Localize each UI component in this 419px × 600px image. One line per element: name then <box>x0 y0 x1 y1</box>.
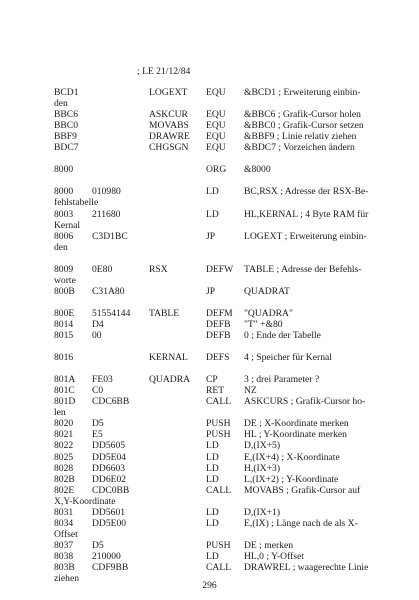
operand-comment: &BDC7 ; Vorzeichen ändern <box>244 142 355 153</box>
machine-code: CDC6BB <box>92 396 130 407</box>
listing-header: ; LE 21/12/84 <box>137 66 191 77</box>
mnemonic: LD <box>206 186 219 197</box>
listing-line <box>0 352 419 364</box>
machine-code: CDC0BB <box>92 485 130 496</box>
continuation-text: Offset <box>54 529 78 540</box>
continuation-text: Kernal <box>54 220 81 231</box>
mnemonic: LD <box>206 551 219 562</box>
label: DRAWRE <box>149 131 190 142</box>
machine-code: 010980 <box>92 186 121 197</box>
operand-comment: &8000 <box>244 164 271 175</box>
mnemonic: LD <box>206 474 219 485</box>
operand-comment: HL,0 ; Y-Offset <box>244 551 304 562</box>
machine-code: C0 <box>92 385 104 396</box>
address: 8006 <box>54 231 74 242</box>
address: BBC0 <box>54 120 78 131</box>
label: TABLE <box>149 308 180 319</box>
address: 800B <box>54 286 75 297</box>
address: 8034 <box>54 518 74 529</box>
operand-comment: D,(IX+5) <box>244 440 281 451</box>
label: LOGEXT <box>149 87 188 98</box>
mnemonic: LD <box>206 518 219 529</box>
label: RSX <box>149 264 168 275</box>
machine-code: DD5601 <box>92 507 126 518</box>
address: BDC7 <box>54 142 79 153</box>
operand-comment: ASKCURS ; Grafik-Cursor ho- <box>244 396 366 407</box>
operand-comment: DRAWREL ; waagerechte Linie <box>244 562 369 573</box>
machine-code: DD6603 <box>92 463 126 474</box>
mnemonic: LD <box>206 507 219 518</box>
address: 8015 <box>54 330 74 341</box>
operand-comment: NZ <box>244 385 257 396</box>
operand-comment: &BBF9 ; Linie relativ ziehen <box>244 131 357 142</box>
mnemonic: EQU <box>206 87 226 98</box>
mnemonic: PUSH <box>206 429 231 440</box>
machine-code: D4 <box>92 319 104 330</box>
operand-comment: 4 ; Speicher für Kernal <box>244 352 332 363</box>
machine-code: 00 <box>92 330 102 341</box>
machine-code: C31A80 <box>92 286 125 297</box>
machine-code: DD6E02 <box>92 474 127 485</box>
address: 8025 <box>54 452 74 463</box>
mnemonic: DEFW <box>206 264 234 275</box>
operand-comment: L,(IX+2) ; Y-Koordinate <box>244 474 339 485</box>
mnemonic: DEFM <box>206 308 233 319</box>
mnemonic: LD <box>206 452 219 463</box>
operand-comment: MOVABS ; Grafik-Cursor auf <box>244 485 361 496</box>
mnemonic: EQU <box>206 142 226 153</box>
machine-code: D5 <box>92 540 104 551</box>
machine-code: 210000 <box>92 551 121 562</box>
listing-line <box>0 440 419 452</box>
address: BBF9 <box>54 131 77 142</box>
machine-code: C3D1BC <box>92 231 128 242</box>
listing-line <box>0 330 419 342</box>
mnemonic: PUSH <box>206 540 231 551</box>
mnemonic: LD <box>206 440 219 451</box>
mnemonic: CALL <box>206 562 232 573</box>
machine-code: FE03 <box>92 374 113 385</box>
operand-comment: &BBC0 ; Grafik-Cursor setzen <box>244 120 364 131</box>
mnemonic: LD <box>206 463 219 474</box>
operand-comment: 0 ; Ende der Tabelle <box>244 330 321 341</box>
continuation-text: X,Y-Koordinate <box>54 496 116 507</box>
mnemonic: ORG <box>206 164 227 175</box>
address: 8028 <box>54 463 74 474</box>
mnemonic: RET <box>206 385 225 396</box>
address: 8016 <box>54 352 74 363</box>
continuation-text: den <box>54 242 68 253</box>
mnemonic: EQU <box>206 131 226 142</box>
listing-line <box>0 242 419 254</box>
listing-line <box>0 286 419 298</box>
operand-comment: &BBC6 ; Grafik-Cursor holen <box>244 109 361 120</box>
mnemonic: JP <box>206 286 216 297</box>
label: MOVABS <box>149 120 189 131</box>
address: 8021 <box>54 429 74 440</box>
operand-comment: &BCD1 ; Erweiterung einbin- <box>244 87 361 98</box>
continuation-text: fehlstabelle <box>54 197 99 208</box>
machine-code: CDF9BB <box>92 562 129 573</box>
address: 8020 <box>54 418 74 429</box>
label: KERNAL <box>149 352 188 363</box>
machine-code: DD5605 <box>92 440 126 451</box>
operand-comment: E,(IX) ; Länge nach de als X- <box>244 518 358 529</box>
address: 801C <box>54 385 75 396</box>
address: 802B <box>54 474 75 485</box>
label: CHGSGN <box>149 142 189 153</box>
operand-comment: HL ; Y-Koordinate merken <box>244 429 347 440</box>
mnemonic: EQU <box>206 120 226 131</box>
operand-comment: BC,RSX ; Adresse der RSX-Be- <box>244 186 369 197</box>
operand-comment: TABLE ; Adresse der Befehls- <box>244 264 362 275</box>
continuation-text: ziehen <box>54 573 80 584</box>
continuation-text: len <box>54 407 66 418</box>
listing-line <box>0 164 419 176</box>
address: 8038 <box>54 551 74 562</box>
address: BCD1 <box>54 87 79 98</box>
address: 803B <box>54 562 75 573</box>
operand-comment: "T" +&80 <box>244 319 283 330</box>
machine-code: E5 <box>92 429 103 440</box>
address: 801D <box>54 396 76 407</box>
operand-comment: H,(IX+3) <box>244 463 281 474</box>
mnemonic: CALL <box>206 396 232 407</box>
continuation-text: den <box>54 98 68 109</box>
address: 8000 <box>54 186 74 197</box>
label: ASKCUR <box>149 109 188 120</box>
operand-comment: "QUADRA" <box>244 308 293 319</box>
address: 8031 <box>54 507 74 518</box>
address: 8000 <box>54 164 74 175</box>
page-number: 296 <box>202 580 217 591</box>
address: 8009 <box>54 264 74 275</box>
machine-code: 0E80 <box>92 264 113 275</box>
mnemonic: JP <box>206 231 216 242</box>
address: 8022 <box>54 440 74 451</box>
operand-comment: LOGEXT ; Erweiterung einbin- <box>244 231 367 242</box>
mnemonic: DEFB <box>206 319 231 330</box>
label: QUADRA <box>149 374 191 385</box>
listing-line <box>0 142 419 154</box>
address: 801A <box>54 374 76 385</box>
address: 802E <box>54 485 75 496</box>
mnemonic: DEFB <box>206 330 231 341</box>
machine-code: D5 <box>92 418 104 429</box>
header-row <box>0 66 419 78</box>
machine-code: DD5E00 <box>92 518 127 529</box>
mnemonic: DEFS <box>206 352 230 363</box>
machine-code: DD5E04 <box>92 452 127 463</box>
operand-comment: 3 ; drei Parameter ? <box>244 374 320 385</box>
operand-comment: E,(IX+4) ; X-Koordinate <box>244 452 340 463</box>
continuation-text: worte <box>54 275 76 286</box>
machine-code: 211680 <box>92 209 121 220</box>
mnemonic: LD <box>206 209 219 220</box>
mnemonic: EQU <box>206 109 226 120</box>
address: 8014 <box>54 319 74 330</box>
operand-comment: D,(IX+1) <box>244 507 281 518</box>
operand-comment: DE ; merken <box>244 540 294 551</box>
operand-comment: HL,KERNAL ; 4 Byte RAM für <box>244 209 369 220</box>
operand-comment: DE ; X-Koordinate merken <box>244 418 349 429</box>
mnemonic: CP <box>206 374 218 385</box>
machine-code: 51554144 <box>92 308 131 319</box>
address: 8037 <box>54 540 74 551</box>
mnemonic: CALL <box>206 485 232 496</box>
listing-line <box>0 197 419 209</box>
address: 8003 <box>54 209 74 220</box>
address: 800E <box>54 308 75 319</box>
operand-comment: QUADRAT <box>244 286 290 297</box>
address: BBC6 <box>54 109 78 120</box>
mnemonic: PUSH <box>206 418 231 429</box>
